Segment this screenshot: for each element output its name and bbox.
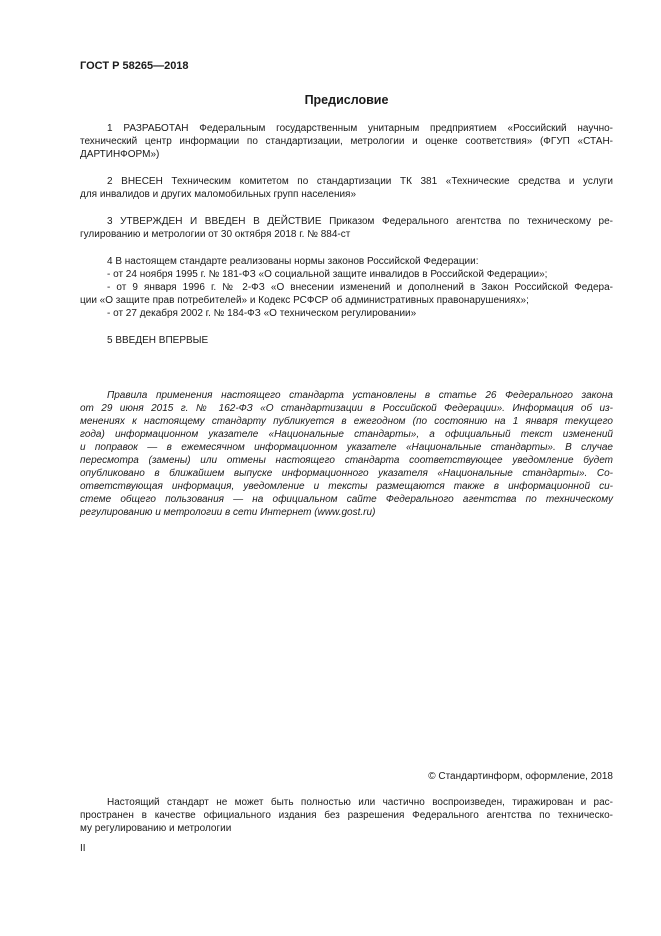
text-line: пространен в качестве официального издания без разрешения Федерального агентства по техническо- — [80, 810, 613, 821]
preface-item-5 — [80, 334, 613, 347]
text-line: опубликовано в ближайшем выпуске информационного указателя «Национальные стандарты». Со- — [80, 468, 613, 479]
text-line: гулированию и метрологии от 30 октября 2018 г. № 884-ст — [80, 229, 351, 240]
text-line: ДАРТИНФОРМ») — [80, 149, 160, 160]
text-line: Правила применения настоящего стандарта установлены в статье 26 Федерального закона — [107, 390, 613, 401]
text-line: регулированию и метрологии в сети Интернет (www.gost.ru) — [80, 507, 376, 518]
text-line: ответствующая информация, уведомление и тексты размещаются также в информационной си- — [80, 481, 613, 492]
page-number: II — [80, 843, 86, 854]
text-line: для инвалидов и других маломобильных групп населения» — [80, 189, 357, 200]
text-line: 2 ВНЕСЕН Техническим комитетом по стандартизации ТК 381 «Технические средства и услуги — [107, 176, 613, 187]
text-line: и поправок — в ежемесячном информационном указателе «Национальные стандарты». В случае — [80, 442, 613, 453]
reproduction-note — [80, 796, 613, 835]
text-line: 4 В настоящем стандарте реализованы нормы законов Российской Федерации: — [107, 256, 479, 267]
text-line: 5 ВВЕДЕН ВПЕРВЫЕ — [107, 335, 209, 346]
text-line: - от 9 января 1996 г. № 2-ФЗ «О внесении изменений и дополнений в Закон Российской Федера- — [107, 282, 613, 293]
page-title: Предисловие — [304, 93, 389, 107]
text-line: 3 УТВЕРЖДЕН И ВВЕДЕН В ДЕЙСТВИЕ Приказом Федерального агентства по техническому ре- — [107, 216, 613, 227]
text-line: менениях к настоящему стандарту публикуется в ежегодном (по состоянию на 1 января текущего — [80, 416, 613, 427]
text-line: ции «О защите прав потребителей» и Кодекс РСФСР об административных правонарушениях»; — [80, 295, 529, 306]
copyright-notice: © Стандартинформ, оформление, 2018 — [428, 771, 613, 782]
text-line: 1 РАЗРАБОТАН Федеральным государственным унитарным предприятием «Российский научно- — [107, 123, 613, 134]
preface-item-3 — [80, 215, 613, 241]
preface-item-2 — [80, 175, 613, 201]
preface-item-4 — [80, 255, 613, 320]
text-line: от 29 июня 2015 г. № 162-ФЗ «О стандартизации в Российской Федерации». Информация об из- — [80, 403, 613, 414]
text-line: технический центр информации по стандартизации, метрологии и оценке соответствия» (ФГУП «СТАН- — [80, 136, 613, 147]
text-line: стеме общего пользования — на официальном сайте Федерального агентства по техническому — [80, 494, 613, 505]
application-rules-note — [80, 389, 613, 519]
standard-code: ГОСТ Р 58265—2018 — [80, 60, 189, 72]
preface-item-1 — [80, 122, 613, 161]
text-line: - от 27 декабря 2002 г. № 184-ФЗ «О техническом регулировании» — [107, 308, 417, 319]
text-line: - от 24 ноября 1995 г. № 181-ФЗ «О социальной защите инвалидов в Российской Федерации»; — [107, 269, 548, 280]
text-line: года) информационном указателе «Национальные стандарты», а официальный текст изменений — [80, 429, 613, 440]
text-line: пересмотра (замены) или отмены настоящего стандарта соответствующее уведомление будет — [80, 455, 613, 466]
text-line: Настоящий стандарт не может быть полностью или частично воспроизведен, тиражирован и рас- — [107, 797, 613, 808]
text-line: му регулированию и метрологии — [80, 823, 232, 834]
